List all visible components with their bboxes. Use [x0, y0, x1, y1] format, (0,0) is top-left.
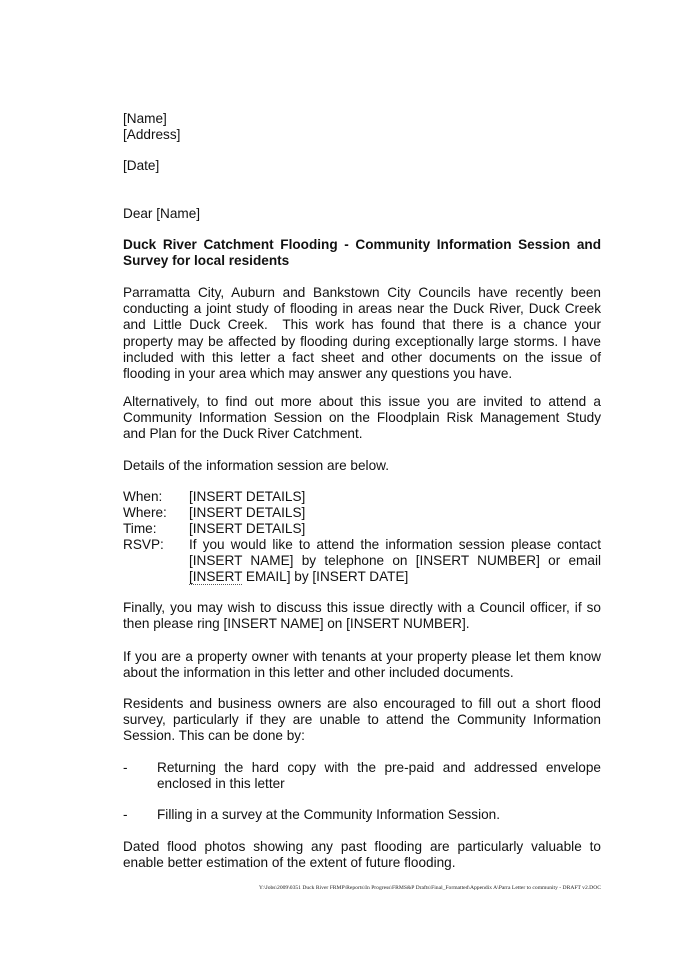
salutation: [123, 206, 601, 222]
rsvp-line: If you would like to attend the information session please contact: [189, 537, 601, 552]
para2-line: Community Information Session on the Floodplain Risk Management Study: [123, 410, 601, 426]
para4-line: If you are a property owner with tenants at your property please let them know: [123, 649, 601, 664]
recipient-address: [Address]: [123, 127, 181, 143]
para2-line: Alternatively, to find out more about this issue you are invited to attend a: [123, 394, 601, 409]
para1-line: flooding in your area which may answer any questions you have.: [123, 366, 513, 382]
when-value: [INSERT DETAILS]: [189, 489, 306, 504]
details-intro-text: Details of the information session are below.: [123, 458, 389, 473]
paragraph-council-officer: [123, 600, 601, 632]
bullet-dash: -: [123, 760, 128, 775]
para4-line: about the information in this letter and other included documents.: [123, 665, 514, 681]
para1-line: and Little Duck Creek. This work has found that there is a chance your: [123, 317, 601, 333]
date-text: [Date]: [123, 158, 160, 173]
list-item: [123, 760, 601, 794]
time-value: [INSERT DETAILS]: [189, 521, 306, 536]
bullet-line: Returning the hard copy with the pre-paid and addressed envelope: [157, 760, 601, 775]
details-intro: [123, 458, 601, 474]
rsvp-line: [INSERT NAME] by telephone on [INSERT NUMBER] or email: [189, 553, 601, 569]
paragraph-survey: [123, 696, 601, 745]
paragraph-study: [123, 285, 601, 382]
paragraph-tenants: [123, 649, 601, 681]
salutation-text: Dear [Name]: [123, 206, 201, 221]
paragraph-invitation: [123, 394, 601, 443]
rsvp-value: [189, 537, 601, 586]
para5-line: Session. This can be done by:: [123, 728, 305, 744]
recipient-name: [Name]: [123, 111, 167, 126]
para3-line: Finally, you may wish to discuss this issue directly with a Council officer, if so: [123, 600, 601, 615]
para2-line: and Plan for the Duck River Catchment.: [123, 426, 363, 442]
paragraph-photos: [123, 839, 601, 871]
para1-line: property may be affected by flooding during exceptionally large storms. I have: [123, 333, 601, 349]
document-path-footer: Y:\Jobs\2009\0351 Duck River FRMP\Reports\In Progress\FRMS&P Drafts\Final_Formatted\Appendix A\Parra Letter to community - DRAFT v2.DOC: [258, 885, 601, 891]
bullet-text: [157, 760, 601, 792]
bullet-text: [157, 807, 601, 823]
rsvp-label: RSVP:: [123, 537, 164, 552]
para5-line: survey, particularly if they are unable to attend the Community Information: [123, 712, 601, 728]
insert-marker: [INSERT: [189, 569, 243, 585]
recipient-block: [123, 111, 601, 143]
para1-line: conducting a joint study of flooding in areas near the Duck River, Duck Creek: [123, 301, 601, 317]
letter-heading: [123, 237, 601, 269]
heading-line-2: Survey for local residents: [123, 253, 290, 269]
para5-line: Residents and business owners are also encouraged to fill out a short flood: [123, 696, 601, 711]
list-item: [123, 807, 601, 825]
rsvp-line-rest: EMAIL] by [INSERT DATE]: [242, 569, 409, 585]
para1-line: Parramatta City, Auburn and Bankstown City Councils have recently been: [123, 285, 601, 300]
para6-line: Dated flood photos showing any past flooding are particularly valuable to: [123, 839, 601, 854]
heading-line-1: Duck River Catchment Flooding - Community Information Session and: [123, 237, 601, 252]
bullet-dash: -: [123, 807, 128, 822]
bullet-line: enclosed in this letter: [157, 776, 285, 792]
where-value: [INSERT DETAILS]: [189, 505, 306, 520]
time-label: Time:: [123, 521, 157, 536]
where-label: Where:: [123, 505, 167, 520]
para1-line: included with this letter a fact sheet and other documents on the issue of: [123, 349, 601, 365]
rsvp-line: [189, 569, 601, 585]
when-label: When:: [123, 489, 163, 504]
session-details: [123, 489, 601, 589]
para3-line: then please ring [INSERT NAME] on [INSERT NUMBER].: [123, 616, 470, 632]
letter-date: [123, 158, 601, 174]
para6-line: enable better estimation of the extent of future flooding.: [123, 855, 456, 871]
bullet-line: Filling in a survey at the Community Information Session.: [157, 807, 501, 822]
